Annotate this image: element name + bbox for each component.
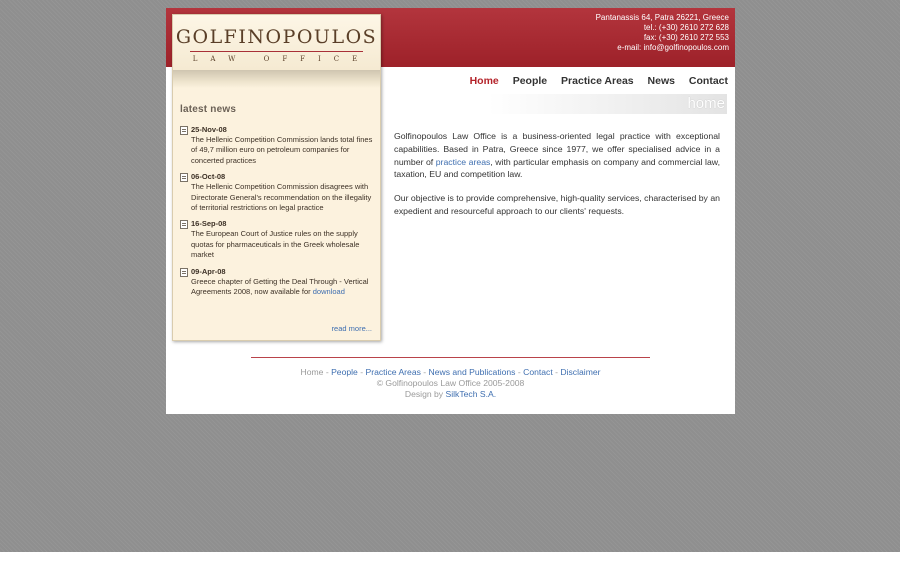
contact-info — [596, 13, 729, 53]
logo-divider — [190, 51, 363, 52]
news-item — [180, 125, 376, 166]
footer-copyright: © Golfinopoulos Law Office 2005-2008 — [376, 378, 525, 388]
section-title-bar — [488, 94, 727, 114]
read-more-link[interactable]: read more... — [331, 324, 372, 333]
nav-news[interactable]: News — [647, 75, 675, 87]
logo-shadow — [173, 70, 380, 88]
bottom-strip — [0, 552, 900, 565]
contact-email[interactable]: e-mail: info@golfinopoulos.com — [617, 43, 729, 52]
main-content — [394, 130, 720, 229]
news-text — [180, 277, 376, 298]
footer-link-disclaimer[interactable]: Disclaimer — [560, 367, 601, 377]
document-icon — [180, 173, 188, 182]
section-title: home — [687, 95, 725, 112]
news-item — [180, 267, 376, 298]
footer-separator: - — [323, 367, 332, 377]
main-nav — [459, 75, 728, 87]
news-list — [180, 125, 376, 303]
news-text-body: Greece chapter of Getting the Deal Through - Vertical Agreements 2008, now available for — [191, 276, 369, 297]
footer-separator: - — [515, 367, 524, 377]
nav-home[interactable]: Home — [469, 75, 499, 87]
news-date[interactable]: 25-Nov-08 — [191, 125, 227, 134]
footer-design — [166, 389, 735, 400]
footer-separator: - — [357, 367, 366, 377]
footer-design-prefix: Design by — [404, 389, 446, 399]
footer-separator: - — [552, 367, 561, 377]
objective-paragraph: Our objective is to provide comprehensive, high-quality services, characterised by an expedient and resourceful approach to our clients' requests. — [394, 193, 720, 216]
contact-address: Pantanassis 64, Patra 26221, Greece — [595, 13, 729, 22]
practice-areas-link[interactable]: practice areas — [435, 156, 491, 167]
footer-divider — [251, 357, 650, 358]
intro-text-start: Golfinopoulos Law Office is a business-oriented legal practice with exceptional capabilities. Based in Patra, Greece since 1977, we offer specialised advice in a number of — [394, 131, 720, 167]
footer-link-people[interactable]: People — [331, 367, 358, 377]
sidebar — [172, 14, 381, 341]
download-link[interactable]: download — [312, 287, 345, 297]
intro-paragraph — [394, 130, 720, 181]
contact-fax: fax: (+30) 2610 272 553 — [643, 33, 729, 42]
page-container — [166, 8, 735, 414]
footer-link-contact[interactable]: Contact — [523, 367, 553, 377]
news-item — [180, 172, 376, 213]
news-heading: latest news — [180, 104, 237, 115]
nav-contact[interactable]: Contact — [688, 75, 728, 87]
news-text: The Hellenic Competition Commission disagrees with Directorate General's recommendation on the illegality of territorial restrictions on legal practice — [191, 182, 372, 213]
footer-link-home[interactable]: Home — [300, 367, 324, 377]
news-item — [180, 219, 376, 260]
footer — [166, 367, 735, 400]
logo-name: GOLFINOPOULOS — [175, 26, 378, 48]
intro-text-end: , with particular emphasis on company and commercial law, taxation, EU and competition law. — [394, 156, 720, 180]
logo[interactable] — [173, 15, 380, 70]
contact-tel: tel.: (+30) 2610 272 628 — [643, 23, 729, 32]
news-text: The Hellenic Competition Commission lands total fines of 49,7 million euro on petroleum companies for concerted practices — [191, 135, 373, 165]
nav-practice-areas[interactable]: Practice Areas — [561, 75, 634, 87]
document-icon — [180, 268, 188, 277]
document-icon — [180, 220, 188, 229]
footer-nav — [166, 367, 735, 378]
news-date[interactable]: 06-Oct-08 — [191, 172, 226, 182]
news-date[interactable]: 09-Apr-08 — [191, 266, 226, 276]
footer-link-news[interactable]: News and Publications — [428, 367, 516, 377]
nav-people[interactable]: People — [512, 75, 548, 87]
designer-link[interactable]: SilkTech S.A. — [445, 389, 497, 399]
news-text: The European Court of Justice rules on the supply quotas for pharmaceuticals in the Greek wholesale market — [191, 229, 360, 260]
document-icon — [180, 126, 188, 135]
news-date[interactable]: 16-Sep-08 — [191, 219, 227, 229]
footer-separator: - — [420, 367, 429, 377]
footer-link-practice-areas[interactable]: Practice Areas — [365, 367, 421, 377]
logo-subtitle: LAW OFFICE — [192, 55, 371, 63]
